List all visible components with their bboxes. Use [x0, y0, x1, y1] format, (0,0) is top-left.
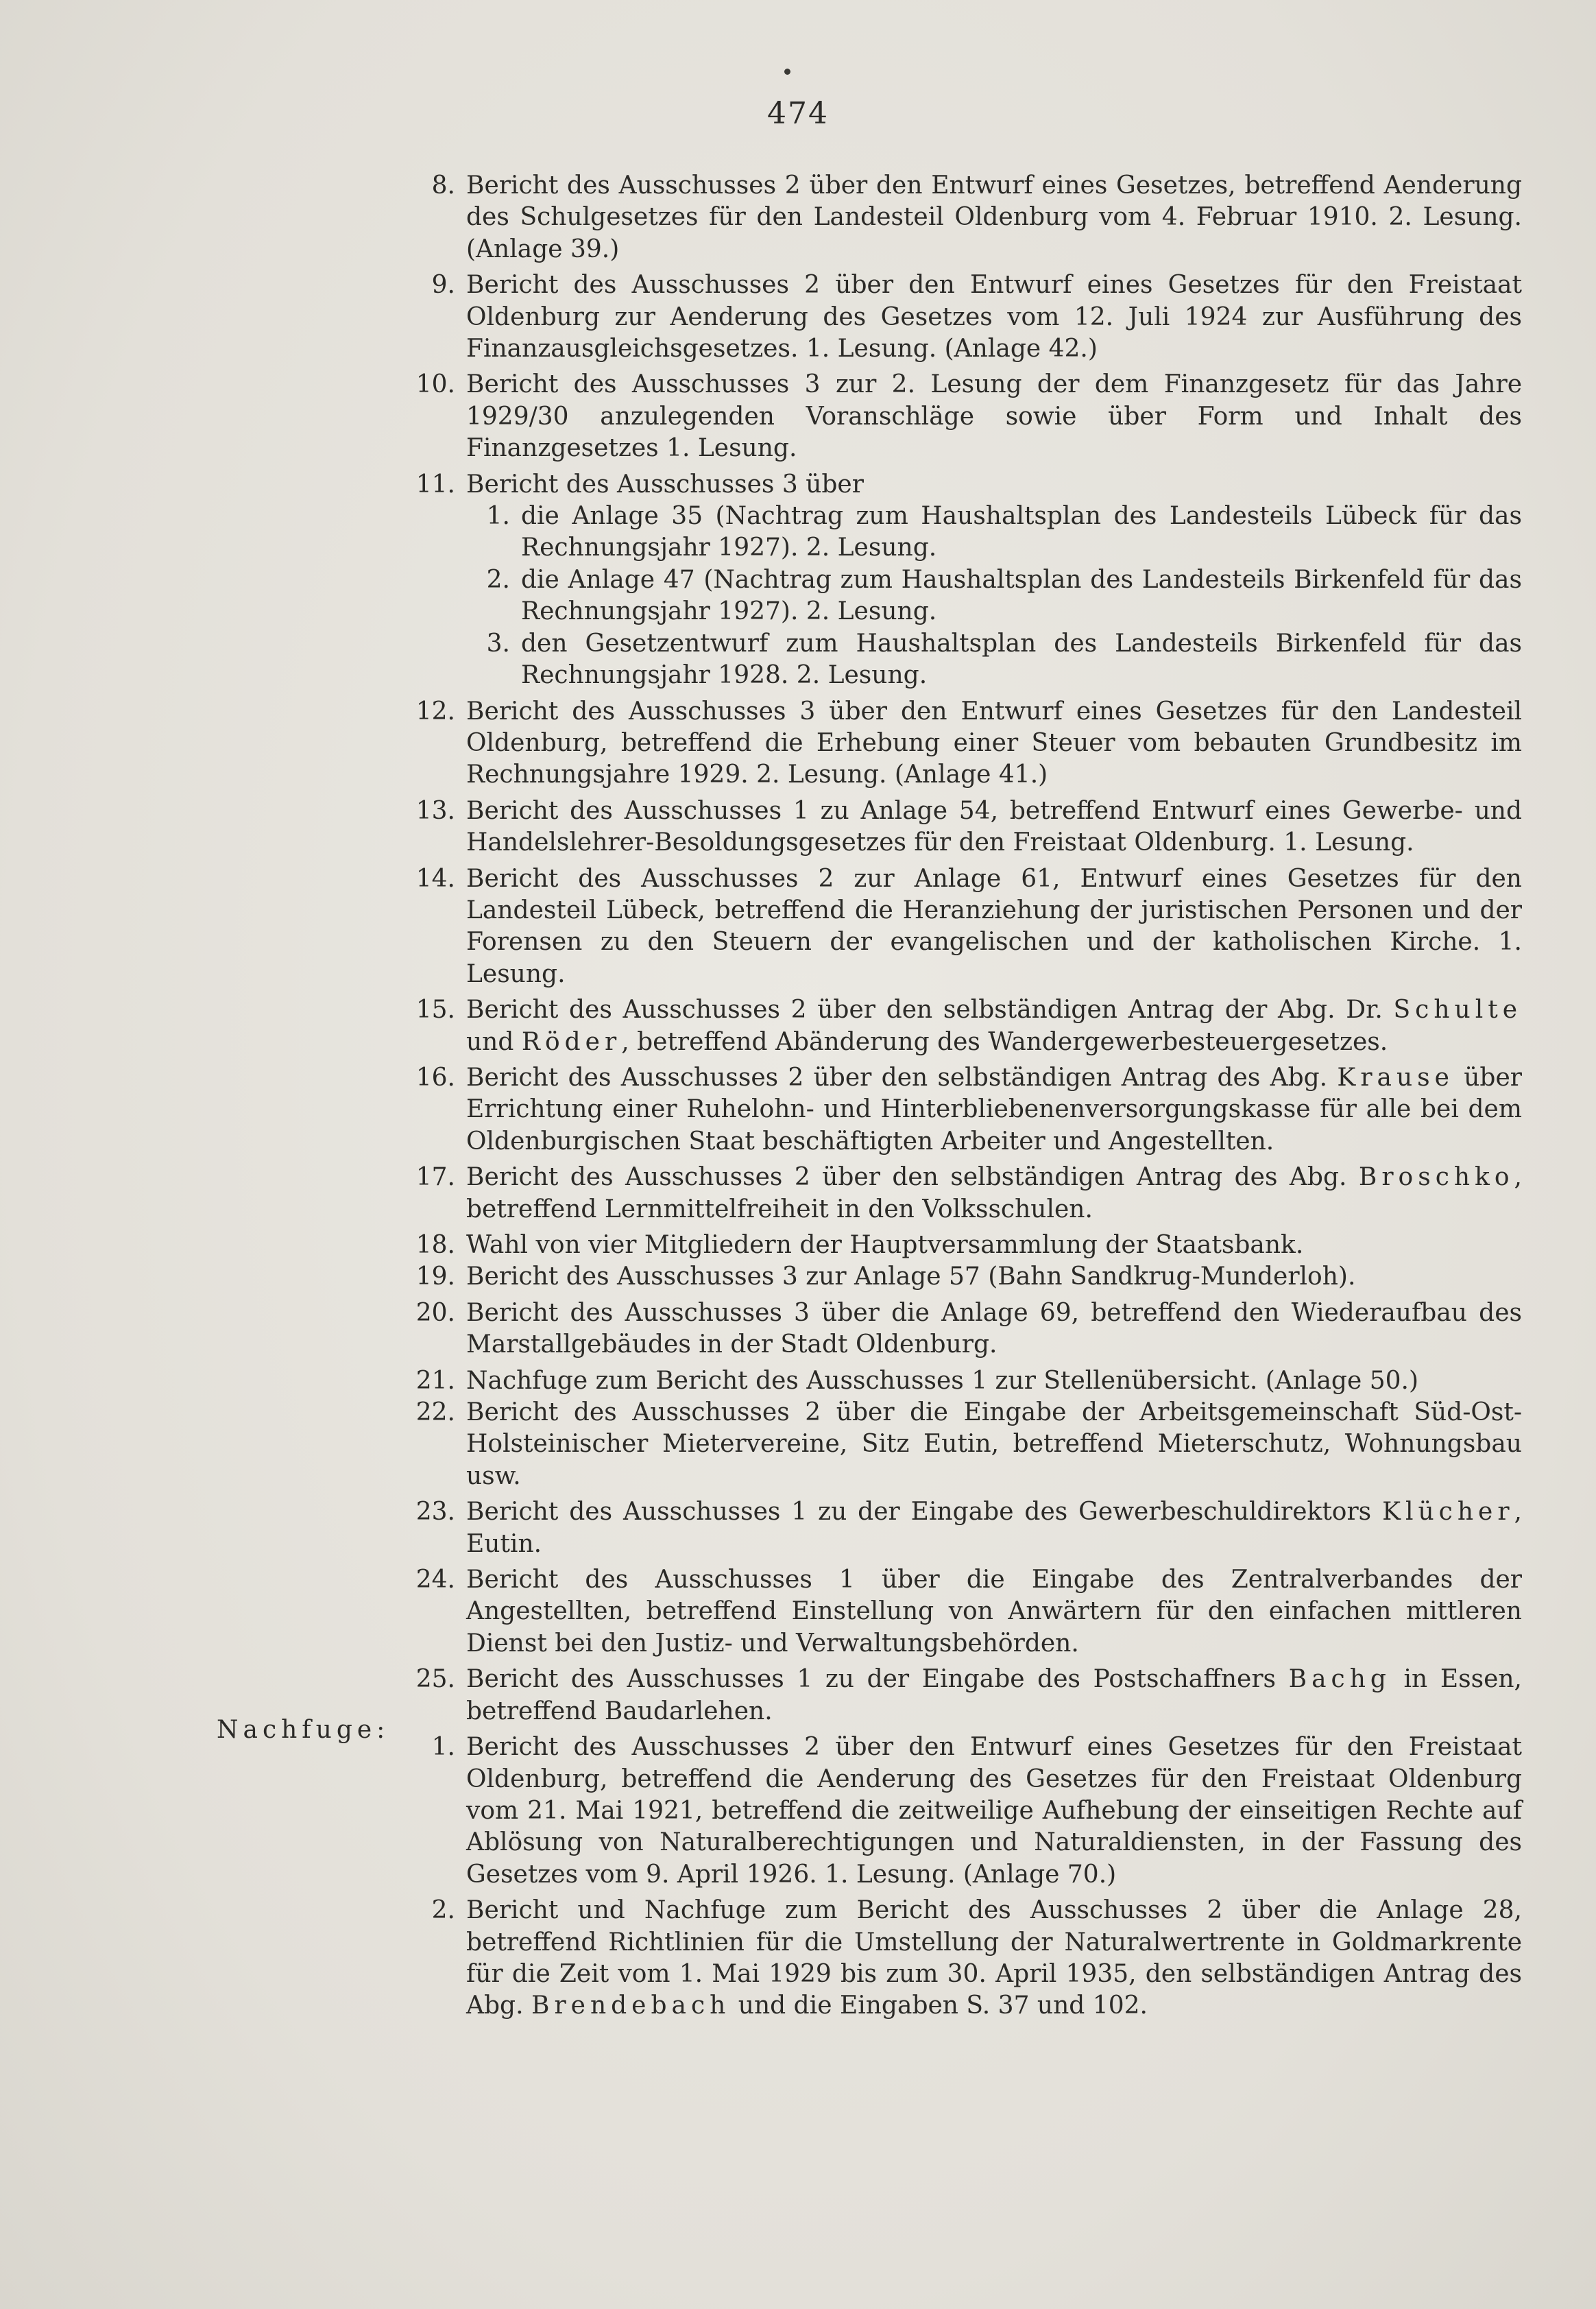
item-number: 14.: [415, 864, 455, 893]
nachfuge-item-1: [398, 1732, 1522, 1891]
item-text: Bericht des Ausschusses 1 zu der Eingabe des Postschaffners: [466, 1665, 1289, 1694]
agenda-item-13: [398, 795, 1522, 859]
item-number: 8.: [431, 171, 455, 200]
item-number: 18.: [415, 1231, 455, 1259]
item-text: Bericht des Ausschusses 3 über: [466, 470, 864, 499]
item-text: Bericht des Ausschusses 2 über den Entwurf eines Gesetzes, betreffend Aenderung des Schulgesetzes für den Landesteil Oldenburg vom 4. Februar 1910. 2. Lesung. (Anlage 39.): [466, 171, 1522, 263]
item-number: 1.: [431, 1733, 455, 1762]
item-text: Bericht des Ausschusses 1 über die Eingabe des Zentralverbandes der Angestellten, betreffend Einstellung von Anwärtern für den einfachen mittleren Dienst bei den Justiz- und Verwaltungsbehörden.: [466, 1566, 1522, 1658]
agenda-item-25: [398, 1664, 1522, 1727]
item-text: Bericht des Ausschusses 1 zu Anlage 54, betreffend Entwurf eines Gewerbe- und Handelslehrer-Besoldungsgesetzes für den Freistaat Oldenburg. 1. Lesung.: [466, 796, 1522, 857]
agenda-item-20: [398, 1297, 1522, 1361]
item-number: 10.: [415, 370, 455, 399]
person-name: Broschko: [1358, 1163, 1514, 1192]
person-name: Röder: [521, 1027, 622, 1056]
subitem-text: die Anlage 47 (Nachtrag zum Haushaltsplan des Landesteils Birkenfeld für das Rechnungsjahr 1927). 2. Lesung.: [521, 565, 1522, 626]
item-text: Bericht des Ausschusses 2 zur Anlage 61, Entwurf eines Gesetzes für den Landesteil Lübeck, betreffend die Heranziehung der juristischen Personen und der Forensen zu den Steuern der evangelischen und der katholischen Kirche. 1. Lesung.: [466, 864, 1522, 988]
agenda-item-10: [398, 369, 1522, 464]
item-text: Bericht des Ausschusses 2 über den Entwurf eines Gesetzes für den Freistaat Oldenburg zur Aenderung des Gesetzes vom 12. Juli 1924 zur Ausführung des Finanzausgleichsgesetzes. 1. Lesung. (Anlage 42.): [466, 271, 1522, 363]
person-name: Klücher: [1382, 1498, 1514, 1527]
person-name: Krause: [1337, 1063, 1454, 1092]
agenda-item-23: [398, 1496, 1522, 1560]
item-number: 9.: [431, 271, 455, 300]
agenda-item-21: [398, 1365, 1522, 1397]
item-text: Bericht des Ausschusses 2 über die Eingabe der Arbeitsgemeinschaft Süd-Ost-Holsteinischer Mietervereine, Sitz Eutin, betreffend Mieterschutz, Wohnungsbau usw.: [466, 1398, 1522, 1490]
agenda-item-9: [398, 270, 1522, 365]
item-text: Bericht des Ausschusses 2 über den Entwurf eines Gesetzes für den Freistaat Oldenburg, betreffend die Aenderung des Gesetzes für den Freistaat Oldenburg vom 21. Mai 1921, betreffend die zeitweilige Aufhebung der einseitigen Rechte auf Ablösung von Naturalberechtigungen und Naturaldiensten, in der Fassung des Gesetzes vom 9. April 1926. 1. Lesung. (Anlage 70.): [466, 1733, 1522, 1889]
item-text: Bericht des Ausschusses 3 zur Anlage 57 (Bahn Sandkrug-Munderloh).: [466, 1263, 1356, 1291]
item-text: und die Eingaben S. 37 und 102.: [730, 1991, 1148, 2020]
person-name: Brendebach: [531, 1991, 731, 2020]
item-text: Bericht des Ausschusses 2 über den selbständigen Antrag des Abg.: [466, 1163, 1359, 1192]
agenda-subitem-11-1: [398, 501, 1522, 564]
item-number: 12.: [415, 697, 455, 726]
item-number: 22.: [415, 1398, 455, 1427]
item-text: Bericht des Ausschusses 1 zu der Eingabe des Gewerbeschuldirektors: [466, 1498, 1383, 1527]
agenda-item-14: [398, 863, 1522, 991]
nachfuge-item-2: [398, 1895, 1522, 2022]
item-number: 20.: [415, 1298, 455, 1327]
item-number: 25.: [415, 1665, 455, 1694]
agenda-item-12: [398, 696, 1522, 791]
item-text: Bericht des Ausschusses 2 über den selbständigen Antrag der Abg. Dr.: [466, 996, 1394, 1025]
item-number: 23.: [415, 1498, 455, 1527]
person-name: Bachg: [1288, 1665, 1391, 1694]
item-text: , Eutin.: [466, 1498, 1522, 1558]
subitem-text: die Anlage 35 (Nachtrag zum Haushaltsplan des Landesteils Lübeck für das Rechnungsjahr 1927). 2. Lesung.: [521, 502, 1522, 562]
item-number: 19.: [415, 1263, 455, 1291]
item-number: 21.: [415, 1366, 455, 1395]
item-text: , betreffend Lernmittelfreiheit in den Volksschulen.: [466, 1163, 1522, 1223]
item-text: , betreffend Abänderung des Wandergewerbesteuergesetzes.: [621, 1027, 1388, 1056]
item-text: Bericht und Nachfuge zum Bericht des Ausschusses 2 über die Anlage 28, betreffend Richtlinien für die Umstellung der Naturalwertrente in Goldmarkrente für die Zeit vom 1. Mai 1929 bis zum 30. April 1935, den selbständigen Antrag des Abg.: [466, 1896, 1522, 2020]
agenda-item-16: [398, 1062, 1522, 1158]
agenda-subitem-11-3: [398, 628, 1522, 692]
item-text: Bericht des Ausschusses 3 zur 2. Lesung der dem Finanzgesetz für das Jahre 1929/30 anzulegenden Voranschläge sowie über Form und Inhalt des Finanzgesetzes 1. Lesung.: [466, 370, 1522, 463]
page-number: 474: [767, 96, 829, 131]
agenda-item-11: [398, 469, 1522, 501]
agenda-item-18: [398, 1230, 1522, 1261]
agenda-subitem-11-2: [398, 564, 1522, 628]
item-number: 17.: [415, 1163, 455, 1192]
agenda-item-17: [398, 1162, 1522, 1225]
agenda-item-24: [398, 1564, 1522, 1660]
item-number: 2.: [431, 1896, 455, 1925]
agenda-item-22: [398, 1397, 1522, 1492]
item-text: in Essen, betreffend Baudarlehen.: [466, 1665, 1523, 1725]
subitem-number: 1.: [486, 502, 510, 531]
agenda-list: [398, 170, 1522, 2026]
item-text: und: [466, 1027, 522, 1056]
item-text: Bericht des Ausschusses 3 über die Anlage 69, betreffend den Wiederaufbau des Marstallgebäudes in der Stadt Oldenburg.: [466, 1298, 1522, 1359]
item-text: Bericht des Ausschusses 2 über den selbständigen Antrag des Abg.: [466, 1063, 1338, 1092]
agenda-item-19: [398, 1261, 1522, 1293]
item-text: Bericht des Ausschusses 3 über den Entwurf eines Gesetzes für den Landesteil Oldenburg, betreffend die Erhebung einer Steuer vom bebauten Grundbesitz im Rechnungsjahre 1929. 2. Lesung. (Anlage 41.): [466, 697, 1522, 789]
nachfuge-label: Nachfuge:: [217, 1716, 390, 1744]
item-number: 11.: [415, 470, 455, 499]
item-text: über Errichtung einer Ruhelohn- und Hinterbliebenenversorgungskasse für alle bei dem Oldenburgischen Staat beschäftigten Arbeiter und Angestellten.: [466, 1063, 1522, 1156]
item-text: Nachfuge zum Bericht des Ausschusses 1 zur Stellenübersicht. (Anlage 50.): [466, 1366, 1419, 1395]
person-name: Schulte: [1393, 996, 1522, 1025]
subitem-text: den Gesetzentwurf zum Haushaltsplan des Landesteils Birkenfeld für das Rechnungsjahr 1928. 2. Lesung.: [521, 629, 1522, 690]
item-number: 16.: [415, 1063, 455, 1092]
ink-dot: [784, 69, 790, 75]
agenda-item-8: [398, 170, 1522, 265]
subitem-number: 3.: [486, 629, 510, 658]
item-number: 15.: [415, 996, 455, 1025]
item-text: Wahl von vier Mitgliedern der Hauptversammlung der Staatsbank.: [466, 1231, 1304, 1259]
subitem-number: 2.: [486, 565, 510, 594]
item-number: 24.: [415, 1566, 455, 1594]
agenda-item-15: [398, 994, 1522, 1058]
item-number: 13.: [415, 796, 455, 825]
